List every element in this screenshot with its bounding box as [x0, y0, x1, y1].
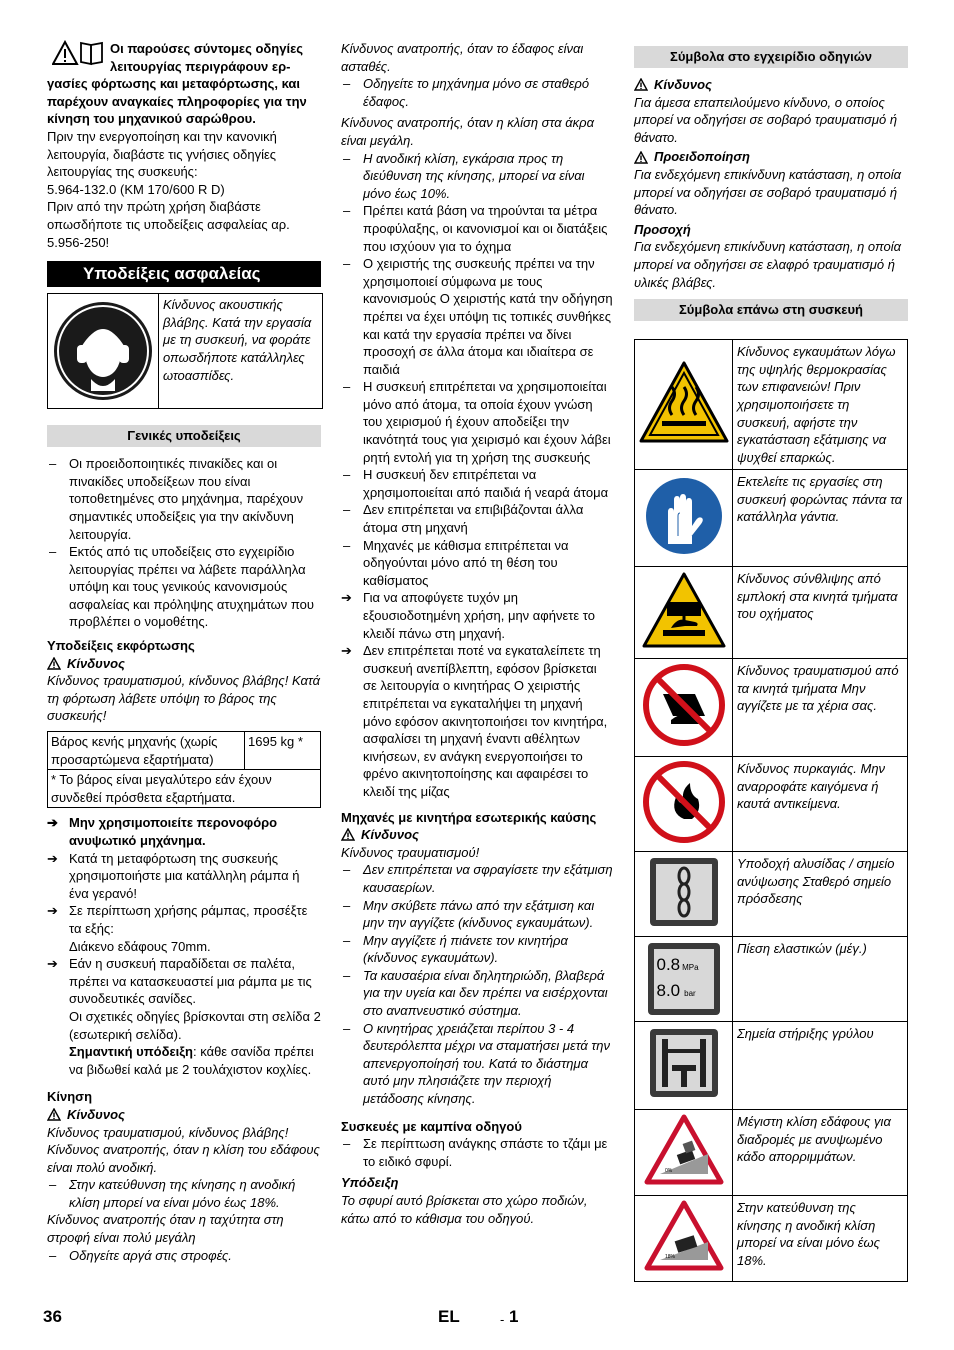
column-3 — [634, 40, 908, 1282]
table-row — [635, 1022, 908, 1110]
intro-bold-2: γασίες φόρτωσης και μεταφόρτωσης, και παρέχουν αναγκαίες πληροφορίες για την κίνηση του μηχανικού σαρώθρου. — [47, 76, 307, 127]
table-row — [635, 470, 908, 567]
slope-label: 18% — [664, 1254, 675, 1261]
crush-hazard-icon — [635, 567, 733, 659]
symbol-text: Εκτελείτε τις εργασίες στη συσκευή φορώντας πάντα τα κατάλληλα γάντια. — [733, 470, 908, 567]
table-row — [635, 1196, 908, 1282]
unload-danger-text: Κίνδυνος τραυματισμού, κίνδυνος βλάβης! Κατά τη φόρτωση λάβετε υπόψη το βάρος της συσκευής! — [47, 673, 320, 724]
weight-label: Βάρος κενής μηχανής (χωρίς προσαρτώμενα εξαρτήματα) — [48, 732, 245, 770]
symbol-text: Πίεση ελαστικών (μέγ.) — [733, 937, 908, 1022]
list-item: – Η ανοδική κλίση, εγκάρσια προς τη διεύθυνση της κίνησης, μπορεί να είναι μόνο έως 10%. — [343, 150, 585, 201]
warning-triangle-icon — [47, 1108, 61, 1121]
list-item: – Σε περίπτωση ανάγκης σπάστε το τζάμι με το ειδικό σφυρί. — [343, 1136, 608, 1169]
weight-value: 1695 kg * — [245, 732, 321, 770]
list-item: – Εκτός από τις υποδείξεις στο εγχειρίδιο λειτουργίας πρέπει να λάβετε παράλληλα υπόψη και τους γενικούς κανονισμούς ασφαλείας και πρόληψης ατυχημάτων που προβλέπει ο νομοθέτης. — [49, 544, 315, 630]
tire-mpa-value: 0.8 — [656, 955, 681, 975]
danger-label: Κίνδυνος — [47, 1106, 321, 1124]
device-symbols-heading: Σύμβολα επάνω στη συσκευή — [634, 299, 908, 321]
language-code: EL — [438, 1307, 460, 1326]
symbol-text: Σημεία στήριξης γρύλου — [733, 1022, 908, 1110]
combustion-heading: Μηχανές με κινητήρα εσωτερικής καύσης — [341, 809, 597, 825]
list-item: – Μηχανές με κάθισμα επιτρέπεται να οδηγούνται μόνο από τη θέση του καθίσματος — [343, 537, 569, 588]
warning-triangle-icon — [634, 151, 648, 164]
general-heading: Γενικές υποδείξεις — [47, 425, 321, 447]
tire-bar-value: 8.0 — [656, 981, 681, 1001]
chain-anchor-icon — [635, 852, 733, 937]
caution-text: Για ενδεχόμενη επικίνδυνη κατάσταση, η οποία μπορεί να οδηγήσει σε ελαφρό τραυματισμό ή υλικές βλάβες. — [634, 239, 902, 290]
list-item: ➔ Για να αποφύγετε τυχόν μη εξουσιοδοτημένη χρήση, μην αφήνετε το κλειδί πάνω στη μηχανή. — [341, 590, 595, 641]
list-item: ➔ Σε περίπτωση χρήσης ράμπας, προσέξτε τα εξής: — [47, 903, 308, 936]
intro-block — [47, 40, 321, 251]
no-fire-icon — [635, 757, 733, 852]
footer-number: 1 — [509, 1307, 519, 1326]
column-2 — [341, 40, 613, 1227]
list-item: – Δεν επιτρέπεται να σφραγίσετε την εξάτμιση καυσαερίων. — [343, 862, 613, 895]
warning-label: Προειδοποίηση — [634, 148, 908, 166]
list-item: ➔ Εάν η συσκευή παραδίδεται σε παλέτα, πρέπει να κατασκευαστεί μια ράμπα με τις συνοδευτικές σανίδες. — [47, 956, 312, 1007]
slope-label: 0% — [664, 1168, 672, 1175]
table-row — [635, 1110, 908, 1196]
list-item: – Η συσκευή δεν επιτρέπεται να χρησιμοποιείται από παιδιά ή νεαρά άτομα — [343, 467, 609, 500]
note-text: Το σφυρί αυτό βρίσκεται στο χώρο ποδιών, κάτω από το κάθισμα του οδηγού. — [341, 1193, 588, 1226]
list-item: – Οδηγείτε το μηχάνημα μόνο σε σταθερό έδαφος. — [343, 76, 590, 109]
list-item: ➔ Μην χρησιμοποιείτε περονοφόρο ανυψωτικό μηχάνημα. — [47, 815, 278, 848]
table-row — [635, 937, 908, 1022]
table-row — [635, 757, 908, 852]
list-item: – Ο κινητήρας χρειάζεται περίπου 3 - 4 δευτερόλεπτα μέχρι να σταματήσει μετά την απενεργοποίησή του. Κατά το διάστημα αυτό μην πλησιάζετε την περιοχή μετάδοσης κίνησης. — [343, 1020, 610, 1107]
cab-heading: Συσκευές με καμπίνα οδηγού — [341, 1118, 522, 1134]
list-item: – Μην σκύβετε πάνω από την εξάτμιση και μην την αγγίζετε (κίνδυνος εγκαυμάτων). — [343, 897, 595, 931]
column-1 — [47, 40, 321, 1264]
table-row — [635, 340, 908, 470]
motion-heading: Κίνηση — [47, 1089, 93, 1105]
danger-label: Κίνδυνος — [634, 76, 908, 94]
list-item: – Τα καυσαέρια είναι δηλητηριώδη, βλαβερά για την υγεία και δεν πρέπει να εισέρχονται στο αναπνευστικό σύστημα. — [343, 967, 608, 1019]
table-row — [635, 852, 908, 937]
warning-triangle-icon — [47, 657, 61, 670]
ear-protection-icon — [48, 294, 159, 408]
motion-text-1: Κίνδυνος τραυματισμού, κίνδυνος βλάβης! Κίνδυνος ανατροπής, όταν η κλίση του εδάφους είναι πολύ ανοδική. — [47, 1124, 320, 1175]
list-item: – Στην κατεύθυνση της κίνησης η ανοδική κλίση μπορεί να είναι μόνο έως 18%. — [49, 1177, 296, 1210]
table-row — [635, 659, 908, 757]
table-row — [635, 567, 908, 659]
combustion-text: Κίνδυνος τραυματισμού! — [341, 844, 480, 860]
intro-bold-1: Οι παρούσες σύντομες οδηγίες λειτουργίας περιγράφουν ερ- — [110, 41, 304, 74]
intro-text-2: Πριν από την πρώτη χρήση διαβάστε οπωσδήποτε τις υποδείξεις ασφαλείας αρ. 5.956-250! — [47, 199, 290, 250]
list-item: – Δεν επιτρέπεται να επιβιβάζονται άλλα άτομα στη μηχανή — [343, 502, 584, 536]
warning-triangle-icon — [341, 828, 355, 841]
tire-bar-unit: bar — [684, 989, 696, 999]
intro-model: 5.964-132.0 (KM 170/600 R D) — [47, 181, 225, 197]
symbol-text: Στην κατεύθυνση της κίνησης η ανοδική κλίση μπορεί να είναι μόνο έως 18%. — [733, 1196, 908, 1282]
list-item: ➔ Κατά τη μεταφόρτωση της συσκευής χρησιμοποιήστε μια κατάλληλη ράμπα ή ένα γερανό! — [47, 850, 300, 901]
symbol-text: Κίνδυνος εγκαυμάτων λόγω της υψηλής θερμοκρασίας των επιφανειών! Πριν χρησιμοποιήσετε τη συσκευή, αφήστε την εγκατάσταση εξάτμισης να ψυχθεί επαρκώς. — [733, 340, 908, 470]
manual-symbols-heading: Σύμβολα στο εγχειρίδιο οδηγιών — [634, 46, 908, 68]
warning-text: Για ενδεχόμενη επικίνδυνη κατάσταση, η οποία μπορεί να οδηγήσει σε σοβαρό τραυματισμό ή θάνατο. — [634, 166, 902, 218]
symbol-text: Κίνδυνος τραυματισμού από τα κινητά τμήματα Μην αγγίζετε με τα χέρια σας. — [733, 659, 908, 757]
danger-text: Για άμεσα επαπειλούμενο κίνδυνο, ο οποίος μπορεί να οδηγήσει σε σοβαρό τραυματισμό ή θάνατο. — [634, 94, 898, 145]
tip-text: Κίνδυνος ανατροπής, όταν η κλίση στα άκρα είναι μεγάλη. — [341, 115, 594, 148]
hot-surface-warning-icon — [635, 340, 733, 470]
symbol-text: Κίνδυνος πυρκαγιάς. Μην αναρροφάτε καιγόμενα ή καυτά αντικείμενα. — [733, 757, 908, 852]
safety-heading: Υποδείξεις ασφαλείας — [47, 261, 321, 287]
list-item: Διάκενο εδάφους 70mm. — [69, 938, 211, 954]
list-item: – Ο χειριστής της συσκευής πρέπει να την χρησιμοποιεί σύμφωνα με τους κανονισμούς Ο χειριστής κατά την οδήγηση πρέπει να έχει υπόψη τις τοπικές συνθήκες και κατά την εργασία πρέπει να δίνει προσοχή σε άλλα άτομα και ιδιαίτερα σε παιδιά — [343, 256, 613, 377]
tire-mpa-unit: MPa — [682, 963, 699, 973]
slope-18-icon — [635, 1196, 733, 1282]
weight-table — [47, 731, 321, 808]
intro-text-1: Πριν την ενεργοποίηση και την κανονική λειτουργία, διαβάστε τις γνήσιες οδηγίες λειτουργίας της συσκευής: — [47, 128, 277, 180]
caution-label: Προσοχή — [634, 221, 691, 237]
gloves-mandatory-icon — [635, 470, 733, 567]
list-item: Οι σχετικές οδηγίες βρίσκονται στη σελίδα 2 (εσωτερική σελίδα). — [69, 1008, 321, 1042]
list-item: Σημαντική υπόδειξη: κάθε σανίδα πρέπει να βιδωθεί καλά με 2 τουλάχιστον κοχλίες. — [69, 1044, 314, 1077]
symbol-text: Υποδοχή αλυσίδας / σημείο ανύψωσης Σταθερό σημείο πρόσδεσης — [733, 852, 908, 937]
list-item: – Η συσκευή επιτρέπεται να χρησιμοποιείται μόνο από άτομα, τα οποία έχουν γνώση του χειρισμού ή έχουν αποδείξει την ικανότητά τους για χειρισμό και έχουν λάβει ρητή εντολή για τη χρήση της συσκευής — [343, 379, 611, 465]
no-touch-moving-parts-icon — [635, 659, 733, 757]
hearing-protection-box — [47, 293, 323, 409]
weight-note: * Το βάρος είναι μεγαλύτερο εάν έχουν συνδεθεί πρόσθετα εξαρτήματα. — [48, 770, 321, 808]
warning-triangle-icon — [634, 78, 648, 91]
danger-label: Κίνδυνος — [341, 826, 613, 844]
warning-manual-icon — [52, 40, 104, 71]
note-label: Υπόδειξη — [341, 1175, 399, 1191]
list-item: – Οι προειδοποιητικές πινακίδες και οι πινακίδες υποδείξεων που είναι τοποθετημένες στο μηχάνημα, παρέχουν σημαντικές υποδείξεις για την ακίνδυνη λειτουργία. — [49, 456, 304, 542]
tip-text: Κίνδυνος ανατροπής, όταν το έδαφος είναι ασταθές. — [341, 41, 584, 74]
tire-pressure-icon — [635, 937, 733, 1022]
danger-label: Κίνδυνος — [47, 655, 321, 673]
list-item: – Οδηγείτε αργά στις στροφές. — [49, 1247, 232, 1263]
symbol-table — [634, 339, 908, 1282]
jack-point-icon — [635, 1022, 733, 1110]
slope-raised-bin-icon — [635, 1110, 733, 1196]
list-item: ➔ Δεν επιτρέπεται ποτέ να εγκαταλείπετε τη συσκευή ανεπίβλεπτη, εφόσον βρίσκεται σε λειτουργία ο κινητήρας Ο χειριστής επιτρέπεται να εγκαταλήψει τη μηχανή μόνο εφόσον ακινητοποιήσει τον κινητήρα, ασφαλίσει τη μηχανή έναντι αθέλητων κινήσεων, εν ανάγκη ενεργοποιήσει το φρένο ακινητοποίησης και αφαιρέσει το κλειδί της μίζας — [341, 643, 608, 799]
motion-text-2: Κίνδυνος ανατροπής όταν η ταχύτητα στη στροφή είναι πολύ μεγάλη — [47, 1212, 284, 1246]
list-item: – Πρέπει κατά βάση να τηρούνται τα μέτρα προφύλαξης, οι κανονισμοί και οι διατάξεις που ισχύουν για το όχημα — [343, 203, 608, 254]
symbol-text: Κίνδυνος σύνθλιψης από εμπλοκή στα κινητά τμήματα του οχήματος — [733, 567, 908, 659]
symbol-text: Μέγιστη κλίση εδάφους για διαδρομές με ανυψωμένο κάδο απορριμμάτων. — [733, 1110, 908, 1196]
footer-separator: - — [500, 1312, 505, 1327]
list-item: – Μην αγγίζετε ή πιάνετε τον κινητήρα (κίνδυνος εγκαυμάτων). — [343, 932, 568, 966]
unload-heading: Υποδείξεις εκφόρτωσης — [47, 638, 195, 654]
hearing-text: Κίνδυνος ακουστικής βλάβης. Κατά την εργασία με τη συσκευή, να φοράτε οπωσδήποτε κατάλληλες ωτοασπίδες. — [163, 297, 312, 383]
page-number: 36 — [43, 1307, 62, 1326]
